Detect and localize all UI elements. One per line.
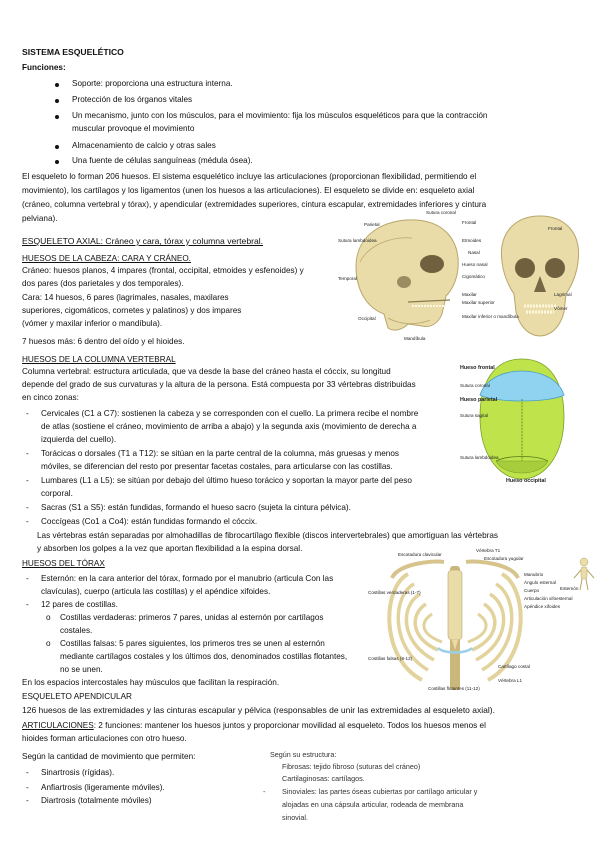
sinoviales-line: Sinoviales: las partes óseas cubiertas por cartílago articular y (282, 787, 478, 796)
columna-intro: depende del grado de sus curvaturas y la altura de la persona. Está compuesta por 33 vértebras distribuidas (22, 380, 416, 389)
funcion-item: Una fuente de células sanguíneas (médula ósea). (72, 156, 253, 165)
columna-intro: Columna vertebral: estructura articulada, que va desde la base del cráneo hasta el cóccix, su longitud (22, 367, 391, 376)
articulaciones-heading: ARTICULACIONES (22, 721, 94, 730)
intro-line: (cráneo, columna vertebral y tórax), y apendicular (extremidades superiores, cintura escapular, extremidades inferiores y cintura (22, 200, 487, 209)
zona-lumbares-cont: corporal. (41, 489, 73, 498)
movimiento-item: Diartrosis (totalmente móviles) (41, 796, 152, 805)
sinoviales-line: alojadas en una cápsula articular, rodeada de membrana (282, 800, 464, 809)
skull-lateral-label: Occipital (358, 316, 376, 321)
columna-heading: HUESOS DE LA COLUMNA VERTEBRAL (22, 355, 176, 364)
costillas-falsas-cont: mediante cartílagos costales y los últimos dos, denominados costillas flotantes, (60, 652, 348, 661)
skull-front-label: Maxilar inferior o mandíbula (462, 314, 519, 319)
zona-cervicales-cont: izquierda del cuello). (41, 435, 117, 444)
skull-front-label: Frontal (548, 226, 563, 231)
page-title: SISTEMA ESQUELÉTICO (22, 47, 124, 57)
intercostales: En los espacios intercostales hay músculos que facilitan la respiración. (22, 678, 280, 687)
zona-cervicales: Cervicales (C1 a C7): sostienen la cabeza y se corresponden con el cuello. La primera recibe el nombre (41, 409, 419, 418)
funcion-item: Un mecanismo, junto con los músculos, para el movimiento: fija los músculos esqueléticos para que la contracción (72, 111, 488, 120)
intro-line: pelviana). (22, 214, 58, 223)
movimiento-label: Según la cantidad de movimiento que permiten: (22, 752, 196, 761)
funcion-item: Almacenamiento de calcio y otras sales (72, 141, 216, 150)
skull-lateral-label: Temporal (338, 276, 357, 281)
skull-top-label: Hueso parietal (460, 397, 498, 403)
thorax-label: Cartílago costal (498, 664, 530, 669)
skull-lateral-label: Maxilar (462, 292, 477, 297)
costillas-falsas: Costillas falsas: 5 pares siguientes, los primeros tres se unen al esternón (60, 639, 325, 648)
apendicular-heading: ESQUELETO APENDICULAR (22, 692, 132, 701)
funciones-label: Funciones: (22, 63, 66, 72)
costillas-falsas-cont: no se unen. (60, 665, 103, 674)
discos-line: y absorben los golpes a la vez que aportan flexibilidad a la espina dorsal. (37, 544, 303, 553)
skull-front-label: Etmoides (462, 238, 482, 243)
dash: - (26, 796, 29, 805)
zona-toracicas: Torácicas o dorsales (T1 a T12): se sitúan en la parte central de la columna, más gruesas y menos (41, 449, 399, 458)
skull-front-label: Nasal (468, 250, 480, 255)
estructura-item: Fibrosas: tejido fibroso (suturas del cráneo) (282, 762, 421, 771)
columna-intro: en cinco zonas: (22, 393, 79, 402)
funcion-item: Soporte: proporciona una estructura interna. (72, 79, 233, 88)
estructura-label: Según su estructura: (270, 750, 337, 759)
bullet (55, 83, 59, 87)
cara-line: superiores, cigomáticos, cornetes y palatinos) y dos impares (22, 306, 242, 315)
esternon-line: clavículas), cuerpo (articula las costillas) y el apéndice xifoides. (41, 587, 271, 596)
intro-line: movimiento), los cartílagos y los ligamentos (unen los huesos a las articulaciones). El esqueleto se divide en: esqueleto axial (22, 186, 475, 195)
costillas-verdaderas-cont: costales. (60, 626, 93, 635)
cara-line: (vómer y maxilar inferior o mandíbula). (22, 319, 163, 328)
thorax-label: Cuerpo (524, 588, 540, 593)
thorax-label: Escotadura clavicular (398, 552, 442, 557)
skull-top-label: Hueso frontal (460, 365, 495, 371)
craneo-line: dos pares (dos parietales y dos temporales). (22, 279, 184, 288)
axial-heading: ESQUELETO AXIAL: Cráneo y cara, tórax y columna vertebral. (22, 236, 264, 246)
dash: - (26, 768, 29, 777)
dash: - (26, 409, 29, 418)
zona-toracicas-cont: móviles, se diferencian del resto por presentar facetas costales, para articularse con las costillas. (41, 462, 393, 471)
dash: - (26, 574, 29, 583)
esternon-line: Esternón: en la cara anterior del tórax, formado por el manubrio (articula Con las (41, 574, 334, 583)
skull-lateral-label: Parietal (364, 222, 380, 227)
dash: - (26, 476, 29, 485)
bullet (55, 145, 59, 149)
bullet (55, 99, 59, 103)
skull-front-label: Maxilar superior (462, 300, 495, 305)
movimiento-item: Sinartrosis (rígidas). (41, 768, 115, 777)
zona-coccigeas: Coccígeas (Co1 a Co4): están fundidas formando el cóccix. (41, 517, 258, 526)
dash: - (26, 503, 29, 512)
skull-top-label: Sutura coronal (460, 383, 490, 388)
skull-lateral-label: Sutura coronal (426, 210, 456, 215)
zona-lumbares: Lumbares (L1 a L5): se sitúan por debajo del último hueso torácico y soportan la mayor parte del peso (41, 476, 412, 485)
thorax-label: Ángulo esternal (524, 580, 556, 585)
dash: - (263, 787, 266, 796)
thorax-figure (368, 548, 598, 694)
cabeza-heading: HUESOS DE LA CABEZA: CARA Y CRÁNEO. (22, 254, 191, 263)
skull-top-figure (460, 355, 590, 485)
discos-line: Las vértebras están separadas por almohadillas de fibrocartílago flexible (discos intervertebrales) que amortiguan las vértebras (37, 531, 499, 540)
skull-lateral-label: Sutura lambdoidea (338, 238, 377, 243)
thorax-label: Articulación xifoesternal (524, 596, 573, 601)
skull-figure (338, 206, 586, 346)
thorax-label: Manubrio (524, 572, 544, 577)
craneo-line: Cráneo: huesos planos, 4 impares (frontal, occipital, etmoides y esfenoides) y (22, 266, 304, 275)
skull-lateral-label: Mandíbula (404, 336, 426, 341)
sinoviales-line: sinovial. (282, 813, 308, 822)
cara-line: Cara: 14 huesos, 6 pares (lagrimales, nasales, maxilares (22, 293, 229, 302)
skull-top-label: Sutura lambdoidea (460, 455, 499, 460)
sub-bullet: o (46, 613, 51, 622)
articulaciones-text-cont: hioides forman articulaciones con otro hueso. (22, 734, 187, 743)
sub-bullet: o (46, 639, 51, 648)
movimiento-item: Anfiartrosis (ligeramente móviles). (41, 783, 165, 792)
skull-front-label: Lagrimal (554, 292, 572, 297)
thorax-label: Costillas flotantes (11-12) (428, 686, 480, 691)
skull-lateral-label: Hueso nasal (462, 262, 488, 267)
articulaciones-text: : 2 funciones: mantener los huesos juntos y proporcionar movilidad al esqueleto. Todos los huesos menos el (93, 721, 486, 730)
zona-cervicales-cont: de atlas (sostiene el cráneo, movimiento de arriba a abajo) y la segunda axis (movimiento de derecha a (41, 422, 417, 431)
thorax-label: Escotadura yugular (484, 556, 524, 561)
skull-front-label: Vómer (554, 306, 568, 311)
dash: - (26, 783, 29, 792)
rib-cage-image (389, 562, 523, 690)
thorax-label: Esternón (560, 586, 579, 591)
thorax-label: Vértebra T1 (476, 548, 501, 553)
bullet (55, 160, 59, 164)
thorax-label: Costillas falsas (8-12) (368, 656, 413, 661)
skull-top-label: Sutura sagital (460, 413, 489, 418)
intro-line: El esqueleto lo forman 206 huesos. El sistema esquelético incluye las articulaciones (proporcionan flexibilidad, permitiendo el (22, 172, 477, 181)
skull-lateral-label: Frontal (462, 220, 477, 225)
costillas-verdaderas: Costillas verdaderas: primeros 7 pares, unidas al esternón por cartílagos (60, 613, 324, 622)
funcion-item-cont: muscular provoque el movimiento (72, 124, 195, 133)
torax-heading: HUESOS DEL TÓRAX (22, 559, 105, 568)
costillas-label: 12 pares de costillas. (41, 600, 118, 609)
dash: - (26, 517, 29, 526)
apendicular-text: 126 huesos de las extremidades y las cinturas escapular y pélvica (responsables de unir las extremidades al esqueleto axial). (22, 705, 495, 715)
thorax-label: Costillas verdaderas (1-7) (368, 590, 421, 595)
huesos-mas: 7 huesos más: 6 dentro del oído y el hioides. (22, 337, 185, 346)
estructura-item: Cartilaginosas: cartílagos. (282, 774, 365, 783)
dash: - (26, 600, 29, 609)
funcion-item: Protección de los órganos vitales (72, 95, 193, 104)
thorax-label: Vértebra L1 (498, 678, 523, 683)
skull-top-label: Hueso occipital (506, 478, 546, 484)
bullet (55, 115, 59, 119)
articulaciones-line (22, 721, 486, 732)
skull-front-label: Cigomático (462, 274, 485, 279)
dash: - (26, 449, 29, 458)
thorax-label: Apéndice xifoides (524, 604, 561, 609)
lateral-skull-image (356, 220, 458, 330)
zona-sacras: Sacras (S1 a S5): están fundidas, formando el hueso sacro (sujeta la cintura pélvica). (41, 503, 351, 512)
